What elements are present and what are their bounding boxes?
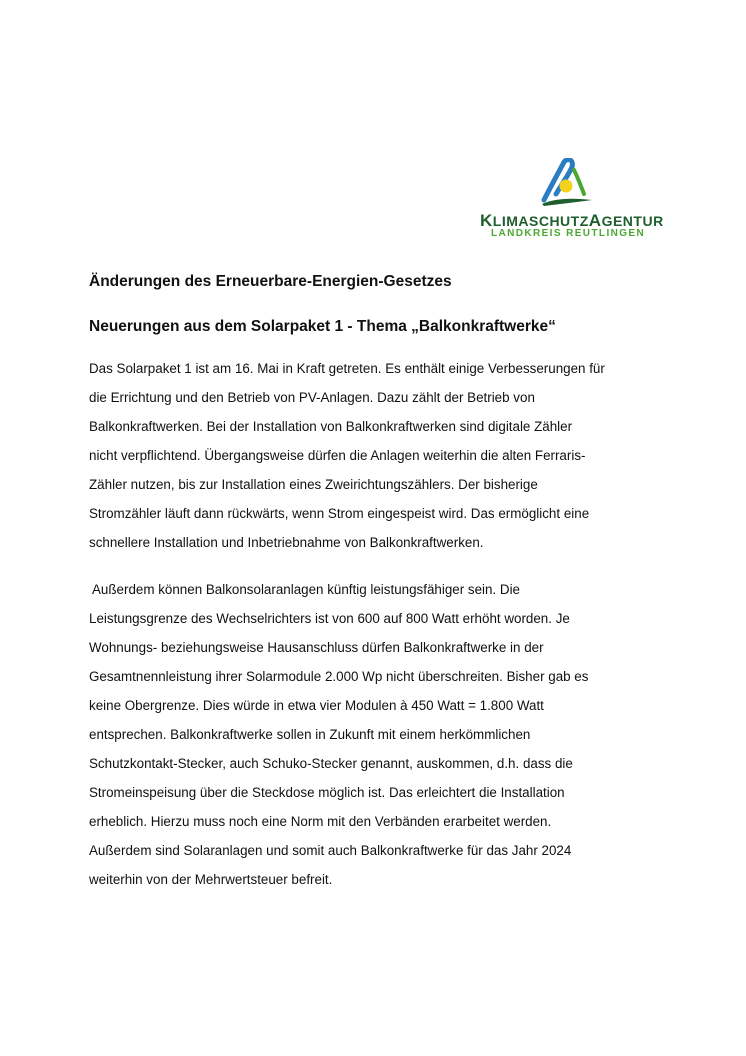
paragraph-line: keine Obergrenze. Dies würde in etwa vier Modulen à 450 Watt = 1.800 Watt bbox=[89, 698, 544, 713]
paragraph-line: Gesamtnennleistung ihrer Solarmodule 2.000 Wp nicht überschreiten. Bisher gab es bbox=[89, 669, 589, 684]
paragraph-line: Außerdem können Balkonsolaranlagen künftig leistungsfähiger sein. Die bbox=[89, 582, 520, 597]
paragraph-line: Stromeinspeisung über die Steckdose möglich ist. Das erleichtert die Installation bbox=[89, 785, 565, 800]
paragraph-line: die Errichtung und den Betrieb von PV-Anlagen. Dazu zählt der Betrieb von bbox=[89, 390, 535, 405]
paragraph-line: Wohnungs- beziehungsweise Hausanschluss dürfen Balkonkraftwerke in der bbox=[89, 640, 544, 655]
organization-logo bbox=[476, 158, 686, 240]
document-subheading: Neuerungen aus dem Solarpaket 1 - Thema „Balkonkraftwerke“ bbox=[89, 318, 556, 335]
paragraph-line: Schutzkontakt-Stecker, auch Schuko-Stecker genannt, auskommen, d.h. dass die bbox=[89, 756, 573, 771]
paragraph-leistungsgrenze bbox=[89, 575, 669, 894]
logo-subtitle: LANDKREIS REUTLINGEN bbox=[491, 228, 646, 239]
paragraph-solarpaket-intro bbox=[89, 354, 669, 557]
paragraph-line: erheblich. Hierzu muss noch eine Norm mit den Verbänden erarbeitet werden. bbox=[89, 814, 552, 829]
logo-title-initial-k: K bbox=[480, 211, 493, 230]
paragraph-line: Leistungsgrenze des Wechselrichters ist von 600 auf 800 Watt erhöht worden. Je bbox=[89, 611, 570, 626]
document-heading: Änderungen des Erneuerbare-Energien-Gesetzes bbox=[89, 273, 452, 290]
paragraph-line: Stromzähler läuft dann rückwärts, wenn Strom eingespeist wird. Das ermöglicht eine bbox=[89, 506, 590, 521]
paragraph-line: Zähler nutzen, bis zur Installation eines Zweirichtungszählers. Der bisherige bbox=[89, 477, 538, 492]
paragraph-line: entsprechen. Balkonkraftwerke sollen in Zukunft mit einem herkömmlichen bbox=[89, 727, 531, 742]
logo-title-initial-a: A bbox=[588, 211, 602, 230]
logo-title-part-b: GENTUR bbox=[601, 213, 664, 229]
paragraph-line: Balkonkraftwerken. Bei der Installation von Balkonkraftwerken sind digitale Zähler bbox=[89, 419, 573, 434]
paragraph-line: Außerdem sind Solaranlagen und somit auch Balkonkraftwerke für das Jahr 2024 bbox=[89, 843, 572, 858]
climate-agency-logo-icon bbox=[538, 158, 594, 208]
paragraph-line: nicht verpflichtend. Übergangsweise dürfen die Anlagen weiterhin die alten Ferraris- bbox=[89, 448, 586, 463]
paragraph-line: Das Solarpaket 1 ist am 16. Mai in Kraft getreten. Es enthält einige Verbesserungen für bbox=[89, 361, 605, 376]
logo-title-part-a: LIMASCHUTZ bbox=[492, 213, 589, 229]
paragraph-line: weiterhin von der Mehrwertsteuer befreit. bbox=[89, 872, 333, 887]
paragraph-line: schnellere Installation und Inbetriebnahme von Balkonkraftwerken. bbox=[89, 535, 484, 550]
